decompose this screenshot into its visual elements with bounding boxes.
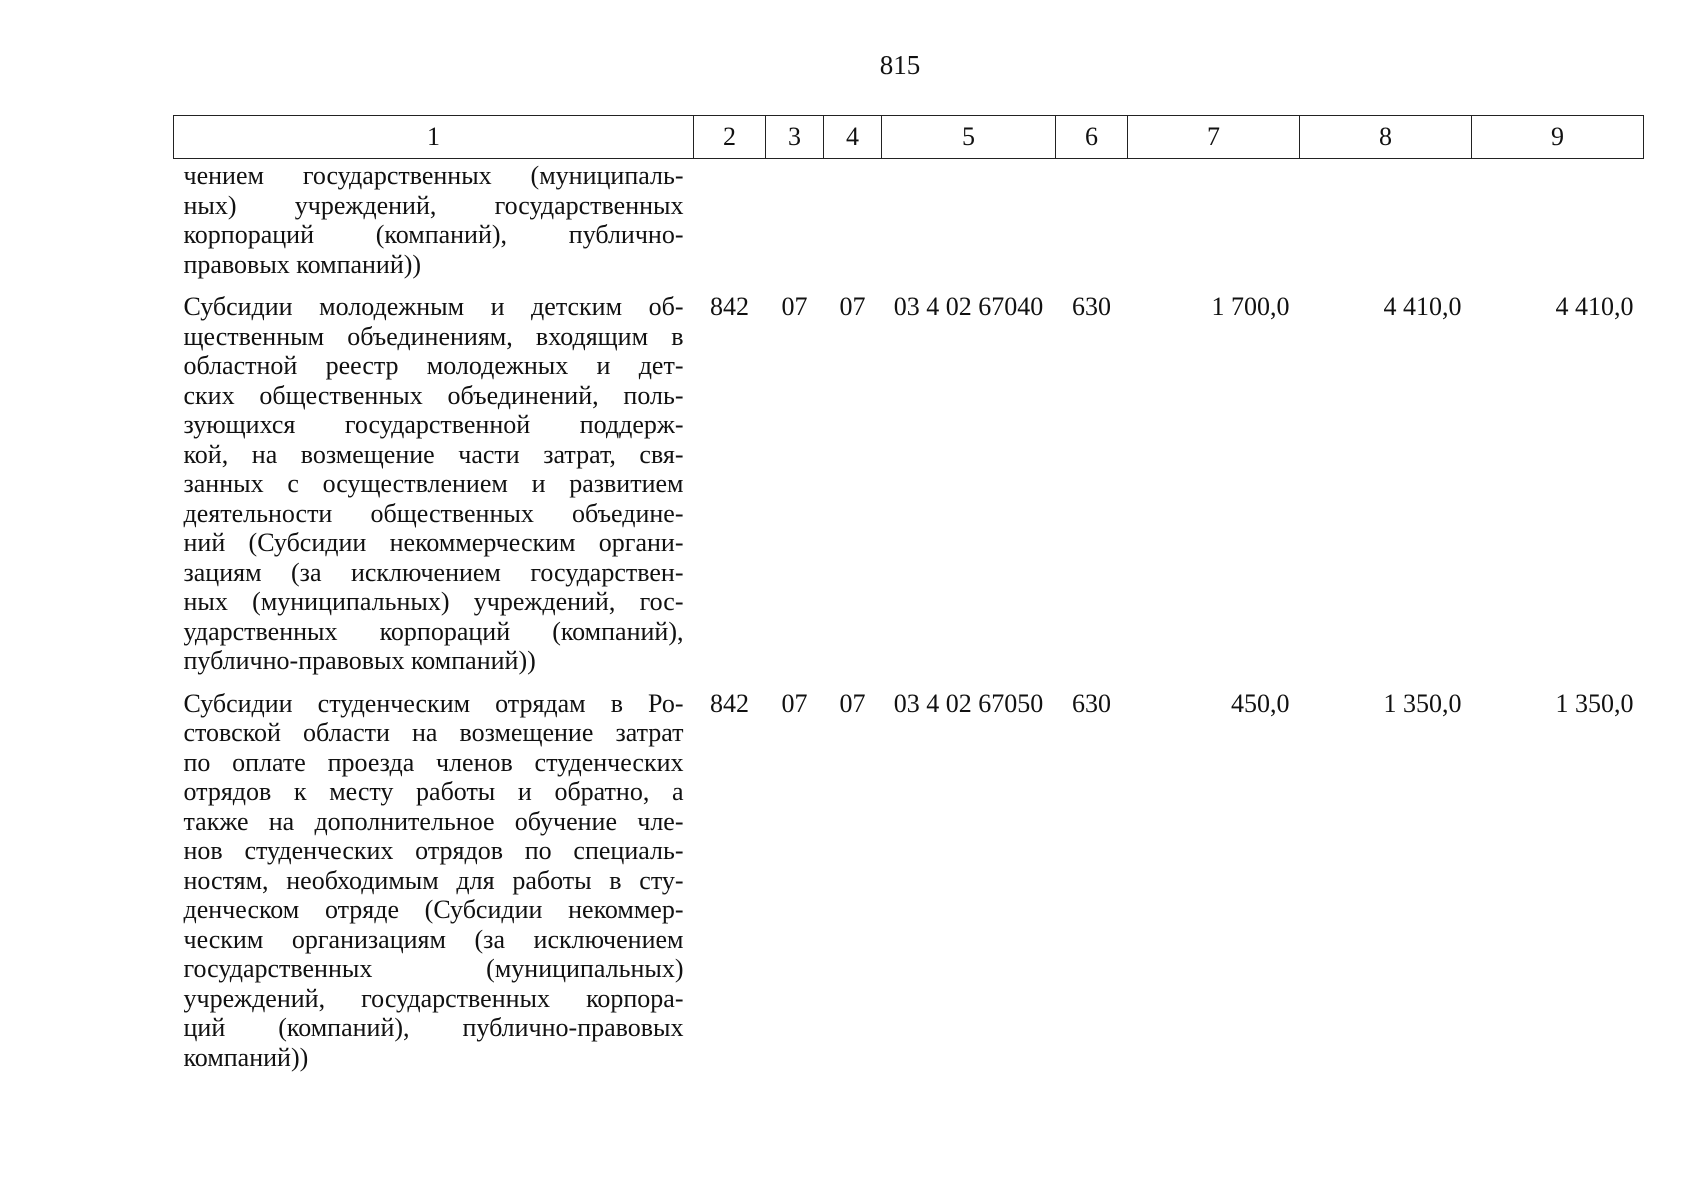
description-line: кой, на возмещение части затрат, свя- xyxy=(183,439,684,469)
cell-subsection: 07 xyxy=(839,688,866,718)
description-line: Субсидии молодежным и детским об- xyxy=(183,292,684,321)
column-header: 3 xyxy=(766,116,824,159)
description-line: правовых компаний)) xyxy=(183,249,422,279)
description-line: публично-правовых компаний)) xyxy=(183,646,536,675)
cell-amount-9 xyxy=(1472,159,1644,293)
description-line: ний (Субсидии некоммерческим органи- xyxy=(183,528,684,557)
cell-ministry-code: 842 xyxy=(710,688,749,718)
cell-amount-7 xyxy=(1128,159,1300,293)
budget-table xyxy=(173,115,1644,1085)
cell-amount-8 xyxy=(1300,159,1472,293)
description-line: зациям (за исключением государствен- xyxy=(183,557,684,587)
description-line: компаний)) xyxy=(183,1042,309,1072)
description-line: корпораций (компаний), публично- xyxy=(183,220,684,249)
column-header: 9 xyxy=(1472,116,1644,159)
cell-amount-7: 450,0 xyxy=(1231,688,1290,718)
description-line: государственных (муниципальных) xyxy=(183,954,684,983)
column-header: 4 xyxy=(824,116,882,159)
cell-amount-9: 4 410,0 xyxy=(1555,292,1634,321)
description-line: по оплате проезда членов студенческих xyxy=(183,747,684,777)
cell-target-article: 03 4 02 67040 xyxy=(893,292,1044,321)
column-header: 6 xyxy=(1056,116,1128,159)
cell-expense-type: 630 xyxy=(1072,688,1111,718)
description-line: чением государственных (муниципаль- xyxy=(183,161,684,190)
cell-section: 07 xyxy=(781,688,808,718)
cell-amount-9: 1 350,0 xyxy=(1555,688,1634,718)
description-line: ций (компаний), публично-правовых xyxy=(183,1013,684,1042)
header-row xyxy=(174,116,1644,159)
cell-expense-type xyxy=(1056,159,1128,293)
cell-subsection xyxy=(824,159,882,293)
cell-ministry-code: 842 xyxy=(710,292,749,321)
description-line: занных с осуществлением и развитием xyxy=(183,469,684,498)
description-line: денческом отряде (Субсидии некоммер- xyxy=(183,895,684,924)
cell-ministry-code xyxy=(694,159,766,293)
page-number: 815 xyxy=(879,50,921,80)
description-line: ударственных корпораций (компаний), xyxy=(183,616,684,646)
description-line: стовской области на возмещение затрат xyxy=(183,718,684,747)
cell-target-article xyxy=(882,159,1056,293)
row-description xyxy=(174,689,694,1086)
cell-section xyxy=(766,159,824,293)
description-line: зующихся государственной поддерж- xyxy=(183,410,684,439)
cell-expense-type: 630 xyxy=(1072,292,1111,321)
description-line: Субсидии студенческим отрядам в Ро- xyxy=(183,688,684,718)
cell-section: 07 xyxy=(781,292,808,321)
cell-amount-7: 1 700,0 xyxy=(1211,292,1290,321)
table-row xyxy=(174,159,1644,293)
cell-subsection: 07 xyxy=(839,292,866,321)
column-header: 5 xyxy=(882,116,1056,159)
column-header: 1 xyxy=(174,116,694,159)
column-header: 2 xyxy=(694,116,766,159)
description-line: ных (муниципальных) учреждений, гос- xyxy=(183,587,684,616)
table-row xyxy=(174,292,1644,689)
description-line: областной реестр молодежных и дет- xyxy=(183,351,684,380)
description-line: ных) учреждений, государственных xyxy=(183,190,684,220)
description-line: нов студенческих отрядов по специаль- xyxy=(183,836,684,865)
row-description xyxy=(174,292,694,689)
description-line: ческим организациям (за исключением xyxy=(183,924,684,954)
description-line: щественным объединениям, входящим в xyxy=(183,321,684,351)
cell-amount-8: 4 410,0 xyxy=(1383,292,1462,321)
cell-target-article: 03 4 02 67050 xyxy=(893,688,1044,718)
description-line: отрядов к месту работы и обратно, а xyxy=(183,777,684,806)
description-line: ских общественных объединений, поль- xyxy=(183,380,684,410)
description-line: деятельности общественных объедине- xyxy=(183,498,684,528)
description-line: учреждений, государственных корпора- xyxy=(183,983,684,1013)
description-line: также на дополнительное обучение чле- xyxy=(183,806,684,836)
column-header: 7 xyxy=(1128,116,1300,159)
cell-amount-8: 1 350,0 xyxy=(1383,688,1462,718)
column-header: 8 xyxy=(1300,116,1472,159)
row-description xyxy=(174,159,694,293)
table-row xyxy=(174,689,1644,1086)
description-line: ностям, необходимым для работы в сту- xyxy=(183,865,684,895)
